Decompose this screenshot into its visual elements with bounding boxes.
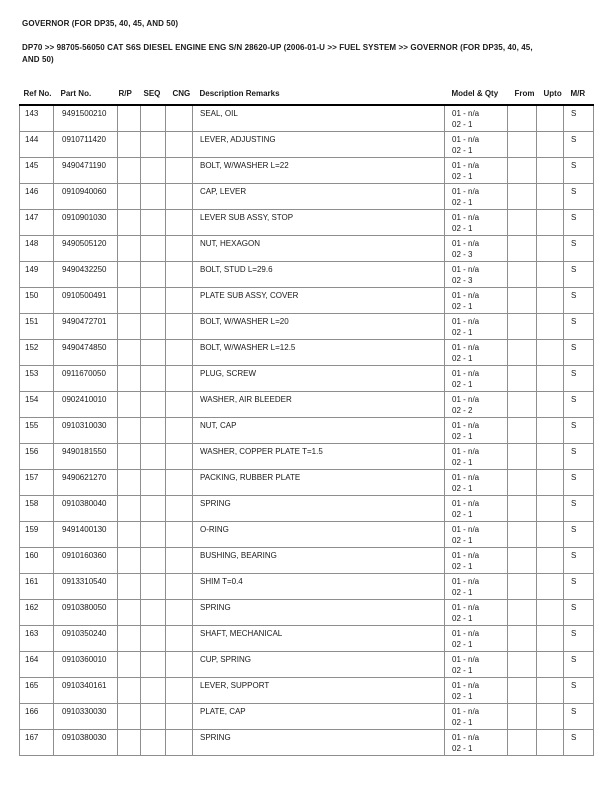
cell-seq — [141, 209, 166, 235]
cell-from — [508, 183, 537, 209]
cell-cng — [166, 235, 193, 261]
cell-mr: S — [564, 573, 594, 599]
cell-part-no: 9491400130 — [54, 521, 118, 547]
cell-upto — [537, 105, 564, 131]
cell-ref-no: 147 — [20, 209, 54, 235]
cell-cng — [166, 157, 193, 183]
table-row — [20, 235, 594, 261]
cell-ref-no: 145 — [20, 157, 54, 183]
table-row — [20, 209, 594, 235]
col-header-cng: CNG — [166, 89, 193, 105]
cell-cng — [166, 729, 193, 755]
cell-description: SEAL, OIL — [193, 105, 445, 131]
cell-mr: S — [564, 417, 594, 443]
cell-from — [508, 287, 537, 313]
cell-part-no: 0910350240 — [54, 625, 118, 651]
table-row — [20, 651, 594, 677]
cell-mr: S — [564, 599, 594, 625]
col-header-upto: Upto — [537, 89, 564, 105]
col-header-model-qty: Model & Qty — [445, 89, 508, 105]
cell-seq — [141, 365, 166, 391]
cell-seq — [141, 391, 166, 417]
table-row — [20, 547, 594, 573]
cell-seq — [141, 339, 166, 365]
cell-part-no: 9490181550 — [54, 443, 118, 469]
cell-description: BOLT, W/WASHER L=12.5 — [193, 339, 445, 365]
cell-from — [508, 495, 537, 521]
cell-upto — [537, 235, 564, 261]
cell-model-qty: 01 - n/a 02 - 1 — [445, 573, 508, 599]
cell-ref-no: 157 — [20, 469, 54, 495]
cell-part-no: 0910500491 — [54, 287, 118, 313]
cell-model-qty: 01 - n/a 02 - 1 — [445, 547, 508, 573]
cell-part-no: 9490474850 — [54, 339, 118, 365]
cell-description: PLATE SUB ASSY, COVER — [193, 287, 445, 313]
cell-ref-no: 165 — [20, 677, 54, 703]
cell-mr: S — [564, 339, 594, 365]
cell-part-no: 0910901030 — [54, 209, 118, 235]
cell-from — [508, 313, 537, 339]
cell-cng — [166, 209, 193, 235]
cell-cng — [166, 131, 193, 157]
table-row — [20, 677, 594, 703]
cell-mr: S — [564, 625, 594, 651]
cell-seq — [141, 183, 166, 209]
cell-cng — [166, 599, 193, 625]
cell-cng — [166, 105, 193, 131]
cell-model-qty: 01 - n/a 02 - 1 — [445, 209, 508, 235]
cell-upto — [537, 443, 564, 469]
table-row — [20, 131, 594, 157]
cell-from — [508, 339, 537, 365]
cell-rp — [118, 625, 141, 651]
col-header-from: From — [508, 89, 537, 105]
col-header-part-no: Part No. — [54, 89, 118, 105]
cell-model-qty: 01 - n/a 02 - 1 — [445, 703, 508, 729]
cell-seq — [141, 651, 166, 677]
cell-upto — [537, 703, 564, 729]
cell-cng — [166, 339, 193, 365]
cell-seq — [141, 443, 166, 469]
cell-cng — [166, 573, 193, 599]
cell-seq — [141, 469, 166, 495]
cell-upto — [537, 521, 564, 547]
table-row — [20, 729, 594, 755]
cell-model-qty: 01 - n/a 02 - 1 — [445, 313, 508, 339]
col-header-seq: SEQ — [141, 89, 166, 105]
cell-from — [508, 417, 537, 443]
col-header-rp: R/P — [118, 89, 141, 105]
cell-mr: S — [564, 365, 594, 391]
cell-upto — [537, 547, 564, 573]
cell-from — [508, 625, 537, 651]
cell-part-no: 9490432250 — [54, 261, 118, 287]
cell-mr: S — [564, 391, 594, 417]
cell-description: SHAFT, MECHANICAL — [193, 625, 445, 651]
cell-rp — [118, 339, 141, 365]
cell-upto — [537, 417, 564, 443]
cell-cng — [166, 469, 193, 495]
cell-model-qty: 01 - n/a 02 - 1 — [445, 417, 508, 443]
table-row — [20, 599, 594, 625]
cell-model-qty: 01 - n/a 02 - 1 — [445, 105, 508, 131]
cell-rp — [118, 651, 141, 677]
cell-mr: S — [564, 677, 594, 703]
cell-ref-no: 160 — [20, 547, 54, 573]
cell-model-qty: 01 - n/a 02 - 1 — [445, 677, 508, 703]
table-row — [20, 261, 594, 287]
cell-rp — [118, 495, 141, 521]
cell-cng — [166, 495, 193, 521]
cell-description: SHIM T=0.4 — [193, 573, 445, 599]
cell-upto — [537, 677, 564, 703]
cell-upto — [537, 365, 564, 391]
cell-model-qty: 01 - n/a 02 - 1 — [445, 339, 508, 365]
cell-model-qty: 01 - n/a 02 - 1 — [445, 183, 508, 209]
cell-model-qty: 01 - n/a 02 - 2 — [445, 391, 508, 417]
cell-ref-no: 152 — [20, 339, 54, 365]
table-row — [20, 105, 594, 131]
table-row — [20, 469, 594, 495]
table-row — [20, 365, 594, 391]
cell-rp — [118, 105, 141, 131]
cell-from — [508, 235, 537, 261]
table-row — [20, 287, 594, 313]
cell-seq — [141, 105, 166, 131]
cell-mr: S — [564, 313, 594, 339]
cell-rp — [118, 209, 141, 235]
cell-rp — [118, 677, 141, 703]
cell-description: LEVER SUB ASSY, STOP — [193, 209, 445, 235]
cell-description: LEVER, ADJUSTING — [193, 131, 445, 157]
cell-description: BOLT, STUD L=29.6 — [193, 261, 445, 287]
cell-cng — [166, 391, 193, 417]
cell-model-qty: 01 - n/a 02 - 1 — [445, 443, 508, 469]
cell-part-no: 9491500210 — [54, 105, 118, 131]
cell-from — [508, 131, 537, 157]
cell-ref-no: 144 — [20, 131, 54, 157]
cell-ref-no: 156 — [20, 443, 54, 469]
cell-mr: S — [564, 469, 594, 495]
cell-rp — [118, 261, 141, 287]
cell-ref-no: 159 — [20, 521, 54, 547]
cell-seq — [141, 625, 166, 651]
cell-mr: S — [564, 183, 594, 209]
table-header-row — [20, 89, 594, 105]
cell-from — [508, 365, 537, 391]
cell-description: WASHER, COPPER PLATE T=1.5 — [193, 443, 445, 469]
cell-upto — [537, 495, 564, 521]
cell-model-qty: 01 - n/a 02 - 1 — [445, 495, 508, 521]
cell-ref-no: 162 — [20, 599, 54, 625]
cell-seq — [141, 261, 166, 287]
cell-cng — [166, 313, 193, 339]
cell-rp — [118, 573, 141, 599]
cell-mr: S — [564, 105, 594, 131]
cell-cng — [166, 365, 193, 391]
cell-description: WASHER, AIR BLEEDER — [193, 391, 445, 417]
table-row — [20, 183, 594, 209]
cell-upto — [537, 469, 564, 495]
table-row — [20, 157, 594, 183]
cell-from — [508, 209, 537, 235]
cell-seq — [141, 547, 166, 573]
col-header-description: Description Remarks — [193, 89, 445, 105]
cell-mr: S — [564, 209, 594, 235]
cell-mr: S — [564, 131, 594, 157]
cell-part-no: 0902410010 — [54, 391, 118, 417]
cell-part-no: 0910380030 — [54, 729, 118, 755]
cell-cng — [166, 625, 193, 651]
table-row — [20, 417, 594, 443]
cell-ref-no: 146 — [20, 183, 54, 209]
cell-description: BUSHING, BEARING — [193, 547, 445, 573]
cell-description: NUT, HEXAGON — [193, 235, 445, 261]
cell-ref-no: 161 — [20, 573, 54, 599]
cell-from — [508, 521, 537, 547]
cell-ref-no: 149 — [20, 261, 54, 287]
cell-from — [508, 261, 537, 287]
cell-rp — [118, 599, 141, 625]
breadcrumb: DP70 >> 98705-56050 CAT S6S DIESEL ENGINE ENG S/N 28620-UP (2006-01-U >> FUEL SYSTEM >> GOVERNOR (FOR DP35, 40, 45, AND 50) — [22, 43, 533, 64]
cell-ref-no: 151 — [20, 313, 54, 339]
cell-from — [508, 157, 537, 183]
cell-part-no: 0910360010 — [54, 651, 118, 677]
cell-model-qty: 01 - n/a 02 - 1 — [445, 287, 508, 313]
cell-part-no: 0910340161 — [54, 677, 118, 703]
table-row — [20, 391, 594, 417]
cell-rp — [118, 131, 141, 157]
cell-upto — [537, 157, 564, 183]
cell-cng — [166, 521, 193, 547]
parts-table — [19, 89, 594, 756]
cell-from — [508, 391, 537, 417]
cell-seq — [141, 157, 166, 183]
cell-rp — [118, 183, 141, 209]
cell-ref-no: 164 — [20, 651, 54, 677]
table-row — [20, 625, 594, 651]
cell-description: SPRING — [193, 599, 445, 625]
cell-mr: S — [564, 703, 594, 729]
cell-from — [508, 651, 537, 677]
cell-upto — [537, 287, 564, 313]
cell-description: SPRING — [193, 729, 445, 755]
cell-mr: S — [564, 261, 594, 287]
cell-ref-no: 166 — [20, 703, 54, 729]
table-row — [20, 313, 594, 339]
cell-cng — [166, 287, 193, 313]
cell-cng — [166, 443, 193, 469]
cell-upto — [537, 729, 564, 755]
cell-cng — [166, 183, 193, 209]
cell-mr: S — [564, 521, 594, 547]
cell-rp — [118, 443, 141, 469]
cell-cng — [166, 261, 193, 287]
cell-ref-no: 158 — [20, 495, 54, 521]
table-row — [20, 703, 594, 729]
cell-part-no: 0910711420 — [54, 131, 118, 157]
cell-model-qty: 01 - n/a 02 - 3 — [445, 235, 508, 261]
page-title: GOVERNOR (FOR DP35, 40, 45, AND 50) — [22, 19, 179, 28]
cell-rp — [118, 287, 141, 313]
cell-upto — [537, 131, 564, 157]
cell-part-no: 0910380050 — [54, 599, 118, 625]
cell-seq — [141, 495, 166, 521]
cell-rp — [118, 469, 141, 495]
cell-description: SPRING — [193, 495, 445, 521]
cell-ref-no: 153 — [20, 365, 54, 391]
cell-rp — [118, 547, 141, 573]
cell-part-no: 0910160360 — [54, 547, 118, 573]
cell-rp — [118, 729, 141, 755]
cell-mr: S — [564, 547, 594, 573]
cell-rp — [118, 703, 141, 729]
cell-mr: S — [564, 287, 594, 313]
cell-seq — [141, 131, 166, 157]
cell-model-qty: 01 - n/a 02 - 1 — [445, 651, 508, 677]
cell-mr: S — [564, 443, 594, 469]
cell-model-qty: 01 - n/a 02 - 3 — [445, 261, 508, 287]
cell-from — [508, 677, 537, 703]
cell-seq — [141, 599, 166, 625]
cell-seq — [141, 287, 166, 313]
cell-description: O-RING — [193, 521, 445, 547]
cell-model-qty: 01 - n/a 02 - 1 — [445, 131, 508, 157]
cell-ref-no: 155 — [20, 417, 54, 443]
cell-part-no: 9490505120 — [54, 235, 118, 261]
cell-seq — [141, 235, 166, 261]
cell-upto — [537, 651, 564, 677]
cell-upto — [537, 183, 564, 209]
cell-cng — [166, 547, 193, 573]
cell-mr: S — [564, 729, 594, 755]
cell-from — [508, 599, 537, 625]
cell-description: NUT, CAP — [193, 417, 445, 443]
cell-upto — [537, 625, 564, 651]
cell-part-no: 0913310540 — [54, 573, 118, 599]
col-header-mr: M/R — [564, 89, 594, 105]
cell-from — [508, 547, 537, 573]
cell-part-no: 0911670050 — [54, 365, 118, 391]
cell-seq — [141, 729, 166, 755]
cell-description: CAP, LEVER — [193, 183, 445, 209]
cell-cng — [166, 677, 193, 703]
cell-seq — [141, 313, 166, 339]
cell-model-qty: 01 - n/a 02 - 1 — [445, 469, 508, 495]
table-row — [20, 573, 594, 599]
table-body — [20, 105, 594, 755]
cell-description: CUP, SPRING — [193, 651, 445, 677]
cell-from — [508, 729, 537, 755]
cell-model-qty: 01 - n/a 02 - 1 — [445, 729, 508, 755]
cell-upto — [537, 261, 564, 287]
cell-mr: S — [564, 157, 594, 183]
cell-rp — [118, 521, 141, 547]
cell-mr: S — [564, 495, 594, 521]
cell-seq — [141, 573, 166, 599]
cell-rp — [118, 235, 141, 261]
table-row — [20, 521, 594, 547]
cell-mr: S — [564, 651, 594, 677]
cell-ref-no: 143 — [20, 105, 54, 131]
cell-from — [508, 105, 537, 131]
cell-model-qty: 01 - n/a 02 - 1 — [445, 625, 508, 651]
cell-part-no: 9490621270 — [54, 469, 118, 495]
cell-part-no: 9490472701 — [54, 313, 118, 339]
cell-rp — [118, 313, 141, 339]
table-row — [20, 339, 594, 365]
cell-upto — [537, 573, 564, 599]
cell-ref-no: 154 — [20, 391, 54, 417]
cell-model-qty: 01 - n/a 02 - 1 — [445, 365, 508, 391]
cell-description: BOLT, W/WASHER L=20 — [193, 313, 445, 339]
cell-cng — [166, 703, 193, 729]
table-row — [20, 443, 594, 469]
cell-description: LEVER, SUPPORT — [193, 677, 445, 703]
cell-upto — [537, 313, 564, 339]
col-header-ref-no: Ref No. — [20, 89, 54, 105]
cell-upto — [537, 599, 564, 625]
cell-part-no: 9490471190 — [54, 157, 118, 183]
cell-rp — [118, 365, 141, 391]
cell-cng — [166, 651, 193, 677]
table-row — [20, 495, 594, 521]
cell-ref-no: 167 — [20, 729, 54, 755]
cell-from — [508, 703, 537, 729]
cell-rp — [118, 157, 141, 183]
cell-part-no: 0910380040 — [54, 495, 118, 521]
cell-description: PACKING, RUBBER PLATE — [193, 469, 445, 495]
cell-from — [508, 573, 537, 599]
cell-description: PLUG, SCREW — [193, 365, 445, 391]
cell-upto — [537, 339, 564, 365]
table-header — [20, 89, 594, 105]
cell-ref-no: 163 — [20, 625, 54, 651]
cell-part-no: 0910310030 — [54, 417, 118, 443]
cell-model-qty: 01 - n/a 02 - 1 — [445, 599, 508, 625]
cell-cng — [166, 417, 193, 443]
cell-description: PLATE, CAP — [193, 703, 445, 729]
cell-model-qty: 01 - n/a 02 - 1 — [445, 521, 508, 547]
cell-upto — [537, 209, 564, 235]
cell-seq — [141, 417, 166, 443]
cell-description: BOLT, W/WASHER L=22 — [193, 157, 445, 183]
cell-mr: S — [564, 235, 594, 261]
cell-upto — [537, 391, 564, 417]
cell-seq — [141, 677, 166, 703]
cell-ref-no: 148 — [20, 235, 54, 261]
cell-from — [508, 443, 537, 469]
cell-model-qty: 01 - n/a 02 - 1 — [445, 157, 508, 183]
cell-rp — [118, 391, 141, 417]
cell-part-no: 0910330030 — [54, 703, 118, 729]
cell-seq — [141, 521, 166, 547]
cell-seq — [141, 703, 166, 729]
cell-ref-no: 150 — [20, 287, 54, 313]
cell-from — [508, 469, 537, 495]
cell-part-no: 0910940060 — [54, 183, 118, 209]
cell-rp — [118, 417, 141, 443]
